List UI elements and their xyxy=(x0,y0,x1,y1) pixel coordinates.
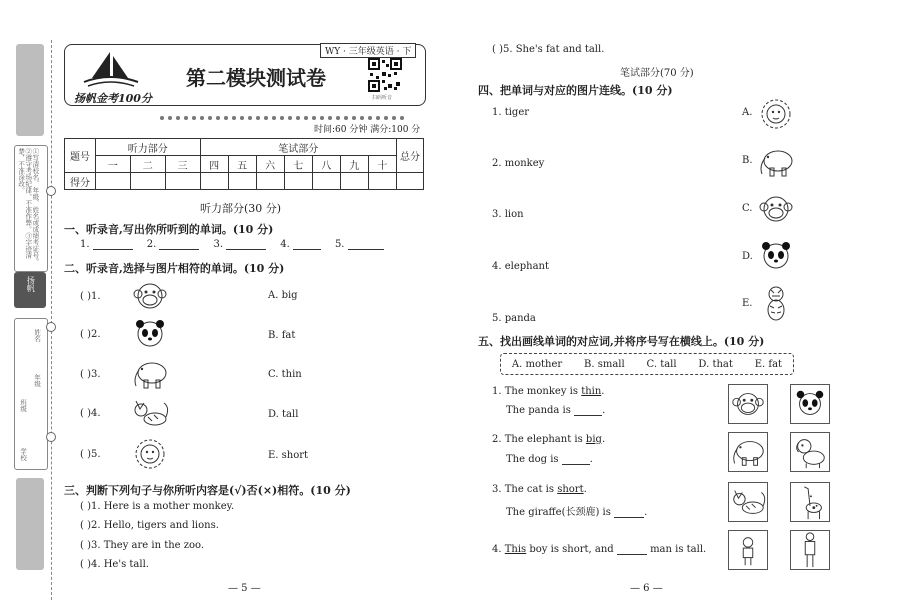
binding-circle-3 xyxy=(46,432,56,442)
q5-item-4-line1: 4. This boy is short, and man is tall. xyxy=(492,544,707,555)
time-info: 时间:60 分钟 满分:100 分 xyxy=(314,125,421,135)
answer-blank[interactable] xyxy=(293,239,321,250)
page-number-right: — 6 — xyxy=(630,583,663,594)
q5-option: C. tall xyxy=(646,358,677,370)
q3-item-2: ( )2. Hello, tigers and lions. xyxy=(80,520,219,531)
q4-letter-a: A. xyxy=(742,107,753,118)
q4-letter-b: B. xyxy=(742,155,753,166)
q5-option: D. that xyxy=(698,358,733,370)
answer-blank[interactable] xyxy=(348,239,384,250)
score-cell[interactable] xyxy=(228,173,256,190)
q3-item-1: ( )1. Here is a mother monkey. xyxy=(80,501,235,512)
cat-icon xyxy=(130,397,170,429)
score-cell[interactable] xyxy=(200,173,228,190)
page-title: 第二模块测试卷 xyxy=(186,66,326,90)
score-cell[interactable] xyxy=(130,173,165,190)
score-cell[interactable] xyxy=(96,173,131,190)
q4-word-5[interactable]: 5. panda xyxy=(492,313,536,324)
score-col: 三 xyxy=(165,156,200,173)
q2-title: 二、听录音,选择与图片相符的单词。(10 分) xyxy=(64,262,285,275)
score-cell[interactable] xyxy=(312,173,340,190)
cat-icon xyxy=(729,483,767,521)
answer-blank[interactable] xyxy=(574,405,602,416)
giraffe-icon xyxy=(791,483,829,521)
answer-blank[interactable] xyxy=(562,454,590,465)
score-col: 一 xyxy=(96,156,131,173)
q5-item-3-line2: The giraffe(长颈鹿) is . xyxy=(506,507,648,518)
tall-man-picture-box xyxy=(790,530,830,570)
answer-blank[interactable] xyxy=(226,239,266,250)
panda-icon[interactable] xyxy=(756,240,796,272)
q4-word-1[interactable]: 1. tiger xyxy=(492,107,530,118)
q5-item-1-line1: 1. The monkey is thin. xyxy=(492,386,605,397)
q1-item-3: 3. xyxy=(213,239,266,250)
elephant-icon xyxy=(729,433,767,471)
score-col: 二 xyxy=(130,156,165,173)
score-cell[interactable] xyxy=(165,173,200,190)
q5-item-2-line1: 2. The elephant is big. xyxy=(492,434,606,445)
monkey-picture-box xyxy=(728,384,768,424)
score-row-label: 得分 xyxy=(65,173,96,190)
sidebar-class-label: 班级 xyxy=(19,399,28,412)
score-col: 十 xyxy=(368,156,396,173)
cat-picture-box xyxy=(728,482,768,522)
score-cell[interactable] xyxy=(340,173,368,190)
listening-heading: 听力部分(30 分) xyxy=(200,202,282,215)
q3-item-3: ( )3. They are in the zoo. xyxy=(80,540,205,551)
score-col: 九 xyxy=(340,156,368,173)
binding-circle-2 xyxy=(46,322,56,332)
panda-icon xyxy=(130,318,170,350)
sidebar-block-bottom xyxy=(16,478,44,570)
sidebar-badge: 扬帆 xyxy=(14,272,46,308)
score-cell[interactable] xyxy=(397,173,424,190)
written-heading: 笔试部分(70 分) xyxy=(620,68,694,79)
answer-blank[interactable] xyxy=(159,239,199,250)
sidebar-notice xyxy=(14,145,48,272)
q1-item-4: 4. xyxy=(280,239,321,250)
sidebar-name-label: 姓名 xyxy=(33,329,42,342)
q2-item-1: ( )1. xyxy=(80,280,170,312)
q3-title: 三、判断下列句子与你所听内容是(√)否(×)相符。(10 分) xyxy=(64,484,351,497)
score-cell[interactable] xyxy=(284,173,312,190)
tiger-icon[interactable] xyxy=(756,284,796,324)
monkey-icon[interactable] xyxy=(756,193,796,225)
q4-letter-d: D. xyxy=(742,251,753,262)
q4-word-4[interactable]: 4. elephant xyxy=(492,261,550,272)
q2-option-c: C. thin xyxy=(268,369,302,380)
grade-tag: WY · 三年级英语 · 下 xyxy=(320,43,416,58)
q1-item-5: 5. xyxy=(335,239,384,250)
q3-item-5: ( )5. She's fat and tall. xyxy=(492,44,605,55)
q5-item-1-line2: The panda is . xyxy=(506,405,606,416)
lion-icon[interactable] xyxy=(756,98,796,130)
q5-option: B. small xyxy=(584,358,625,370)
page-number-left: — 5 — xyxy=(228,583,261,594)
q2-option-a: A. big xyxy=(268,290,298,301)
q4-letter-e: E. xyxy=(742,298,753,309)
q2-option-b: B. fat xyxy=(268,330,296,341)
q5-options-box xyxy=(500,353,794,375)
elephant-icon[interactable] xyxy=(756,146,796,178)
sidebar-school-label: 学校 xyxy=(19,448,28,461)
monkey-icon xyxy=(729,385,767,423)
score-cell[interactable] xyxy=(256,173,284,190)
monkey-icon xyxy=(130,280,170,312)
score-col: 八 xyxy=(312,156,340,173)
q5-item-2-line2: The dog is . xyxy=(506,454,593,465)
q2-item-5: ( )5. xyxy=(80,438,170,470)
score-table xyxy=(64,138,424,190)
boy-icon xyxy=(729,531,767,569)
panda-icon xyxy=(791,385,829,423)
q5-option: E. fat xyxy=(754,358,783,370)
elephant-icon xyxy=(130,358,170,390)
q4-word-2[interactable]: 2. monkey xyxy=(492,158,545,169)
q5-item-3-line1: 3. The cat is short. xyxy=(492,484,587,495)
score-col: 六 xyxy=(256,156,284,173)
q4-letter-c: C. xyxy=(742,203,753,214)
short-boy-picture-box xyxy=(728,530,768,570)
q4-title: 四、把单词与对应的图片连线。(10 分) xyxy=(478,84,673,97)
score-col: 七 xyxy=(284,156,312,173)
q4-word-3[interactable]: 3. lion xyxy=(492,209,524,220)
q5-option: A. mother xyxy=(511,358,563,370)
q1-item-2: 2. xyxy=(147,239,200,250)
q1-blanks xyxy=(80,239,420,250)
lion-icon xyxy=(130,438,170,470)
giraffe-picture-box xyxy=(790,482,830,522)
q2-option-e: E. short xyxy=(268,450,309,461)
sidebar-info-box xyxy=(14,318,48,470)
answer-blank[interactable] xyxy=(614,507,644,518)
dog-icon xyxy=(791,433,829,471)
q5-title: 五、找出画线单词的对应词,并将序号写在横线上。(10 分) xyxy=(478,335,765,348)
sidebar-block-top xyxy=(16,44,44,136)
man-icon xyxy=(791,531,829,569)
cut-line xyxy=(51,40,52,600)
answer-blank[interactable] xyxy=(617,544,647,555)
score-table-header-label: 题号 xyxy=(65,139,96,173)
q1-title: 一、听录音,写出你所听到的单词。(10 分) xyxy=(64,223,274,236)
sidebar-notice-text: ①写清校名、年级、姓名或成绩考证号。②遵守考场纪律，不准作弊。③字迹清楚，不准涂改。 xyxy=(17,148,40,265)
qr-code-icon[interactable] xyxy=(368,58,402,92)
q2-item-4: ( )4. xyxy=(80,397,170,429)
q3-item-4: ( )4. He's tall. xyxy=(80,559,149,570)
score-cell[interactable] xyxy=(368,173,396,190)
q2-item-2: ( )2. xyxy=(80,318,170,350)
q1-item-1: 1. xyxy=(80,239,133,250)
score-col: 四 xyxy=(200,156,228,173)
panda-picture-box xyxy=(790,384,830,424)
q2-option-d: D. tall xyxy=(268,409,299,420)
elephant-picture-box xyxy=(728,432,768,472)
score-table-listening: 听力部分 xyxy=(96,139,201,156)
q2-item-3: ( )3. xyxy=(80,358,170,390)
score-table-total: 总分 xyxy=(397,139,424,173)
sailboat-logo-icon xyxy=(80,50,140,88)
qr-caption: 扫码听音 xyxy=(372,95,393,101)
answer-blank[interactable] xyxy=(93,239,133,250)
sidebar-grade-label: 年级 xyxy=(33,374,42,387)
binding-circle-1 xyxy=(46,186,56,196)
dog-picture-box xyxy=(790,432,830,472)
score-table-written: 笔试部分 xyxy=(200,139,396,156)
brand-name: 扬帆金考100分 xyxy=(74,92,152,105)
score-col: 五 xyxy=(228,156,256,173)
